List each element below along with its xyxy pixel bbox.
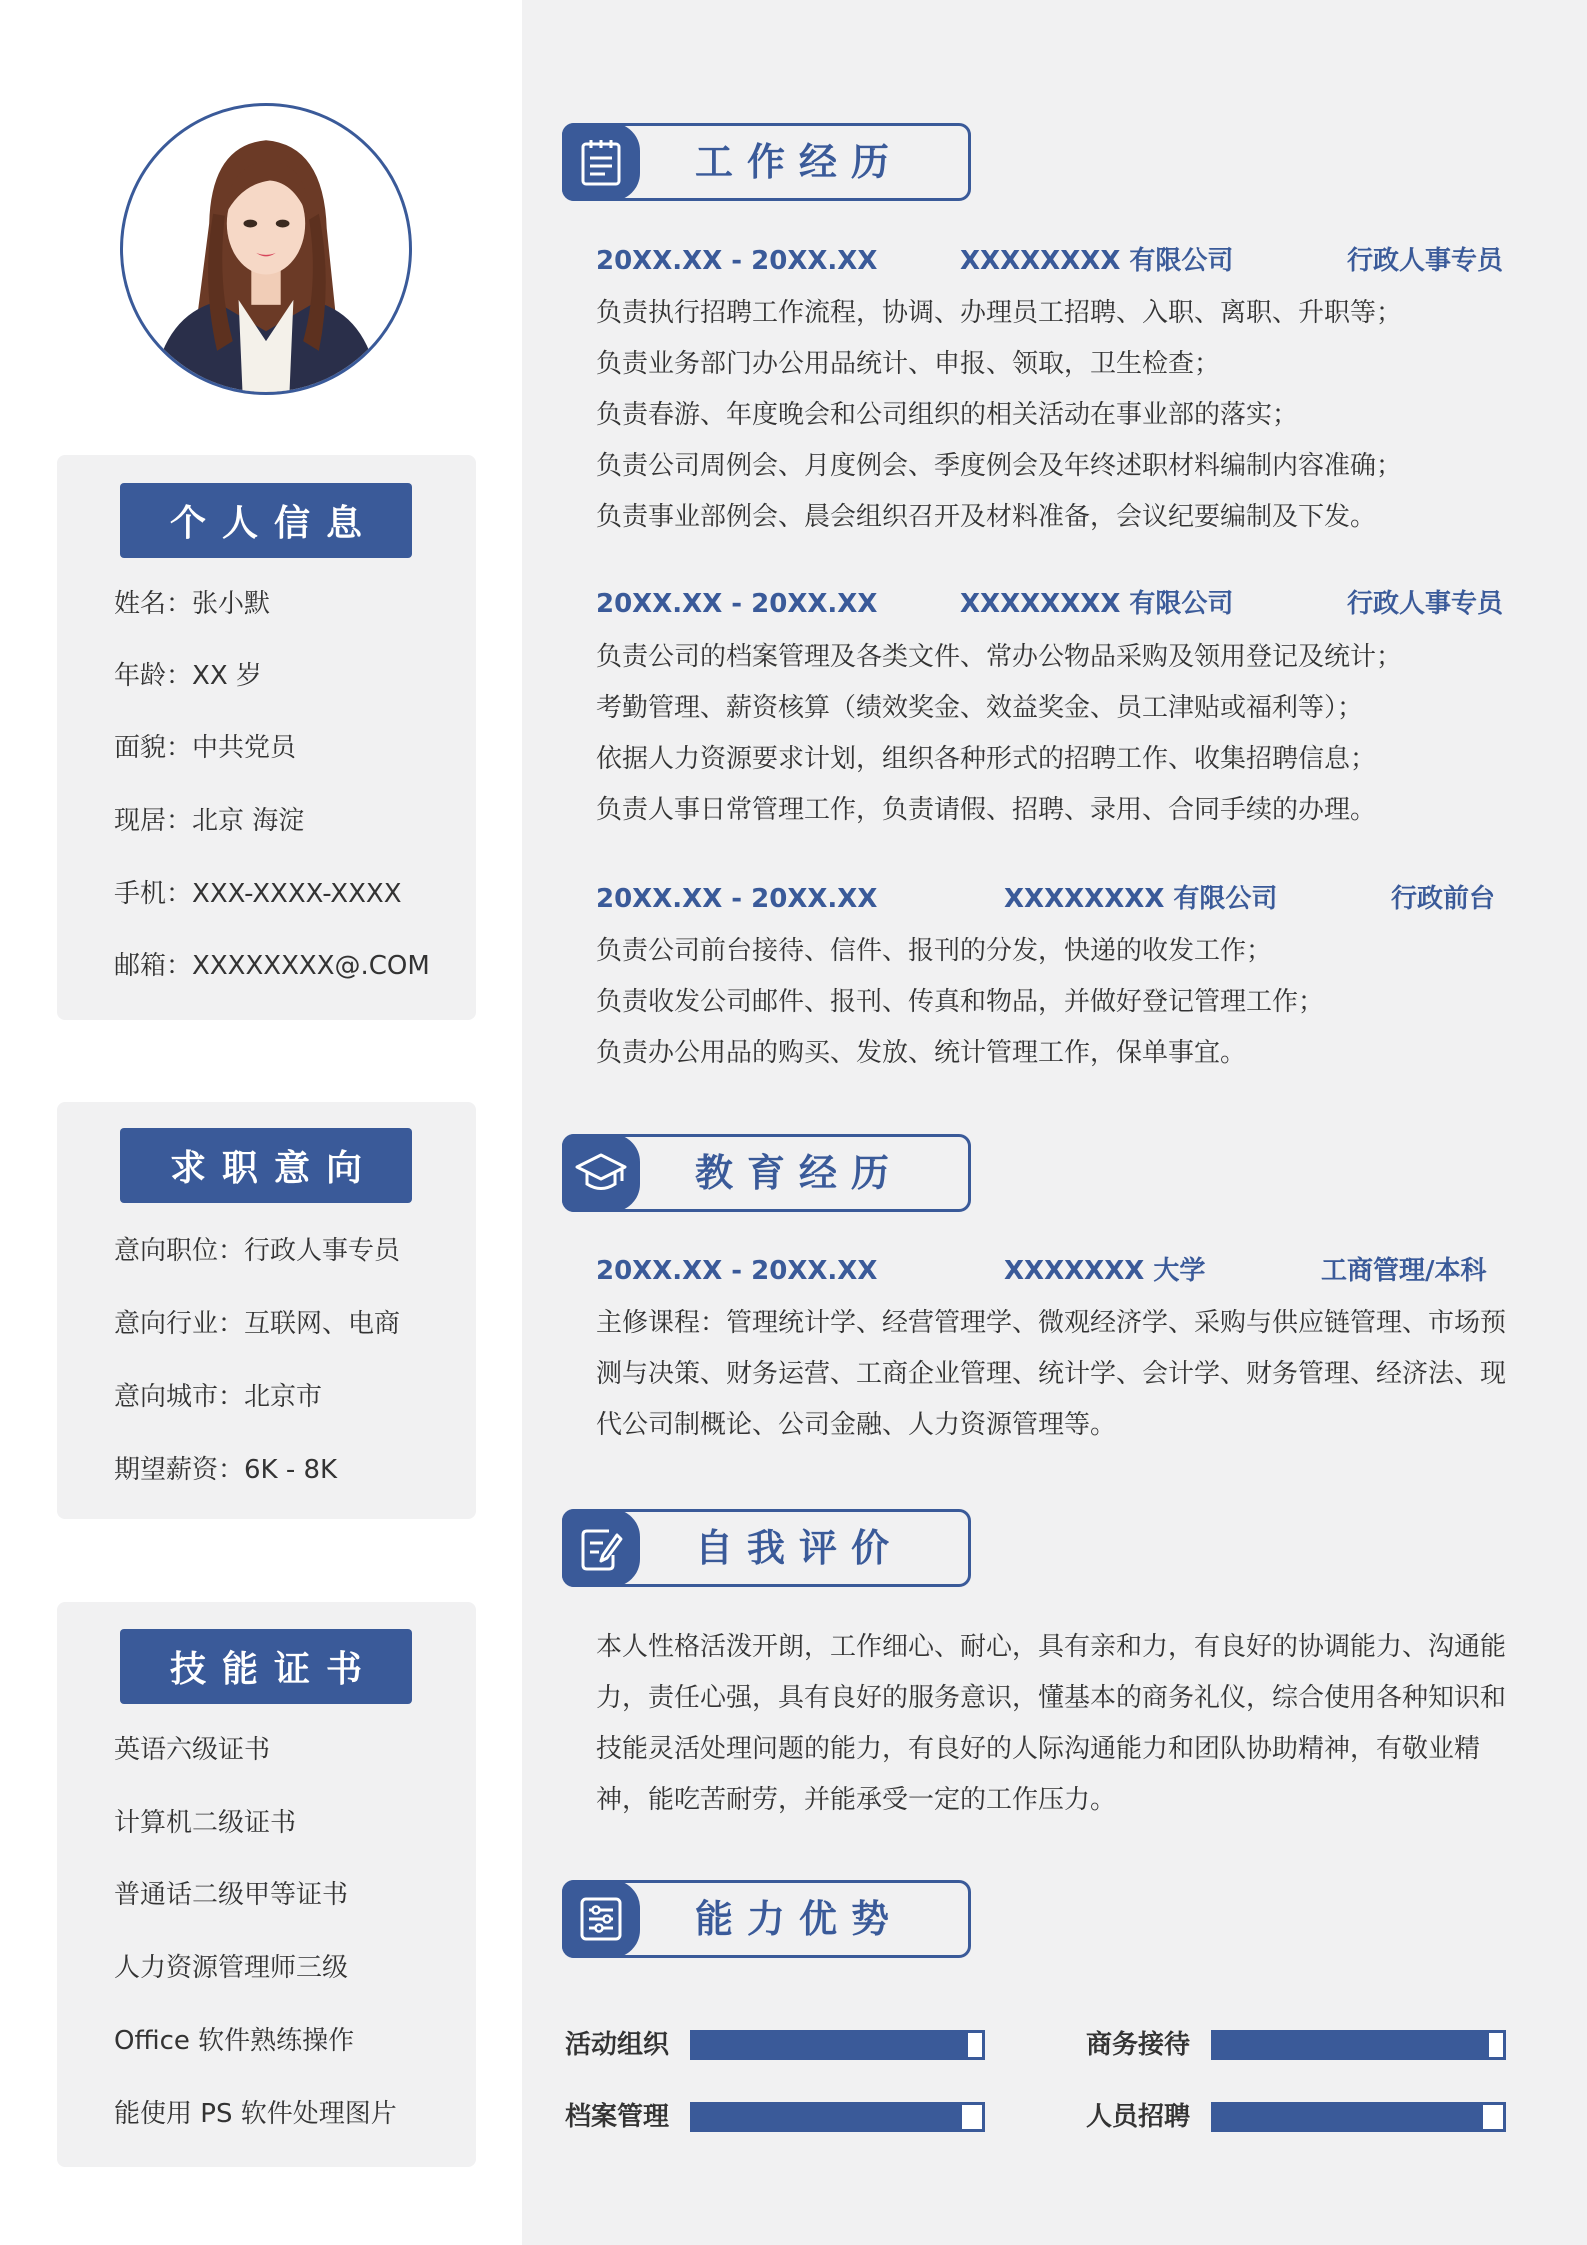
sliders-icon <box>562 1880 640 1958</box>
ability-name: 人员招聘 <box>1086 2102 1191 2132</box>
abilities-title: 能力优势 <box>695 1897 904 1941</box>
personal-email: 邮箱：XXXXXXXX@.COM <box>114 951 430 981</box>
graduation-cap-icon <box>562 1134 640 1212</box>
ability-bar-fill <box>1214 2033 1489 2057</box>
job-company: XXXXXXXX 有限公司 <box>1004 884 1278 914</box>
ability-name: 档案管理 <box>565 2102 670 2132</box>
intent-position: 意向职位：行政人事专员 <box>114 1236 401 1266</box>
self-evaluation-header <box>562 1509 971 1587</box>
personal-name: 姓名：张小默 <box>114 589 271 619</box>
notepad-icon <box>562 123 640 201</box>
abilities-header <box>562 1880 971 1958</box>
self-evaluation-title: 自我评价 <box>695 1526 904 1570</box>
duty-line: 负责人事日常管理工作，负责请假、招聘、录用、合同手续的办理。 <box>596 795 1377 825</box>
ability-name: 活动组织 <box>565 2030 670 2060</box>
cert-item: 普通话二级甲等证书 <box>114 1880 349 1910</box>
ability-bar <box>1211 2030 1506 2060</box>
cert-item: Office 软件熟练操作 <box>114 2026 355 2056</box>
edit-note-icon <box>562 1509 640 1587</box>
job-intent-title: 求职意向 <box>120 1128 412 1203</box>
personal-info-card <box>57 455 476 1020</box>
job-2-duties <box>596 632 1516 836</box>
education-major: 工商管理/本科 <box>1321 1256 1487 1286</box>
education-courses: 主修课程：管理统计学、经营管理学、微观经济学、采购与供应链管理、市场预测与决策、财务运营、工商企业管理、统计学、会计学、财务管理、经济法、现代公司制概论、公司金融、人力资源管理等。 <box>596 1308 1507 1440</box>
job-period: 20XX.XX - 20XX.XX <box>596 884 878 914</box>
avatar <box>120 103 412 395</box>
personal-age: 年龄：XX 岁 <box>114 661 262 691</box>
ability-bar <box>690 2102 985 2132</box>
duty-line: 负责公司周例会、月度例会、季度例会及年终述职材料编制内容准确； <box>596 451 1403 481</box>
personal-phone: 手机：XXX-XXXX-XXXX <box>114 879 402 909</box>
cert-item: 人力资源管理师三级 <box>114 1953 349 1983</box>
cert-item: 英语六级证书 <box>114 1735 271 1765</box>
education-title: 教育经历 <box>695 1151 904 1195</box>
duty-line: 负责业务部门办公用品统计、申报、领取，卫生检查； <box>596 349 1221 379</box>
self-evaluation-text: 本人性格活泼开朗，工作细心、耐心，具有亲和力，有良好的协调能力、沟通能力，责任心强，具有良好的服务意识，懂基本的商务礼仪，综合使用各种知识和技能灵活处理问题的能力，有良好的人际沟通能力和团队协助精神，有敬业精神，能吃苦耐劳，并能承受一定的工作压力。 <box>596 1632 1507 1815</box>
job-role: 行政人事专员 <box>1347 246 1504 276</box>
duty-line: 负责公司的档案管理及各类文件、常办公物品采购及领用登记及统计； <box>596 642 1403 672</box>
intent-salary: 期望薪资：6K - 8K <box>114 1455 338 1485</box>
duty-line: 负责执行招聘工作流程，协调、办理员工招聘、入职、离职、升职等； <box>596 298 1403 328</box>
duty-line: 依据人力资源要求计划，组织各种形式的招聘工作、收集招聘信息； <box>596 744 1377 774</box>
intent-city: 意向城市：北京市 <box>114 1382 323 1412</box>
duty-line: 负责办公用品的购买、发放、统计管理工作，保单事宜。 <box>596 1038 1247 1068</box>
ability-bar <box>1211 2102 1506 2132</box>
personal-political-status: 面貌：中共党员 <box>114 733 297 763</box>
duty-line: 考勤管理、薪资核算（绩效奖金、效益奖金、员工津贴或福利等）； <box>596 693 1364 723</box>
ability-name: 商务接待 <box>1086 2030 1191 2060</box>
ability-bar <box>690 2030 985 2060</box>
job-3-header <box>596 881 1516 917</box>
education-school: XXXXXXX 大学 <box>1004 1256 1206 1286</box>
duty-line: 负责春游、年度晚会和公司组织的相关活动在事业部的落实； <box>596 400 1299 430</box>
cert-item: 能使用 PS 软件处理图片 <box>114 2099 397 2129</box>
portrait-illustration <box>123 106 409 392</box>
job-period: 20XX.XX - 20XX.XX <box>596 589 878 619</box>
duty-line: 负责事业部例会、晨会组织召开及材料准备，会议纪要编制及下发。 <box>596 502 1377 532</box>
job-period: 20XX.XX - 20XX.XX <box>596 246 878 276</box>
ability-bar-fill <box>693 2105 962 2129</box>
certificates-card <box>57 1602 476 2167</box>
job-3-duties <box>596 926 1516 1079</box>
cert-item: 计算机二级证书 <box>114 1808 297 1838</box>
job-intent-card <box>57 1102 476 1519</box>
ability-bar-fill <box>1214 2105 1483 2129</box>
personal-residence: 现居：北京 海淀 <box>114 806 305 836</box>
intent-industry: 意向行业：互联网、电商 <box>114 1309 401 1339</box>
education-header-row <box>596 1253 1516 1289</box>
job-role: 行政人事专员 <box>1347 589 1504 619</box>
certificates-title: 技能证书 <box>120 1629 412 1704</box>
job-company: XXXXXXXX 有限公司 <box>960 246 1234 276</box>
job-1-duties <box>596 288 1516 543</box>
job-1-header <box>596 243 1516 279</box>
job-2-header <box>596 586 1516 622</box>
ability-bar-fill <box>693 2033 968 2057</box>
education-header <box>562 1134 971 1212</box>
job-role: 行政前台 <box>1391 884 1496 914</box>
work-experience-header <box>562 123 971 201</box>
work-experience-title: 工作经历 <box>695 140 904 184</box>
duty-line: 负责公司前台接待、信件、报刊的分发，快递的收发工作； <box>596 936 1273 966</box>
job-company: XXXXXXXX 有限公司 <box>960 589 1234 619</box>
personal-info-title: 个人信息 <box>120 483 412 558</box>
education-period: 20XX.XX - 20XX.XX <box>596 1256 878 1286</box>
duty-line: 负责收发公司邮件、报刊、传真和物品，并做好登记管理工作； <box>596 987 1325 1017</box>
